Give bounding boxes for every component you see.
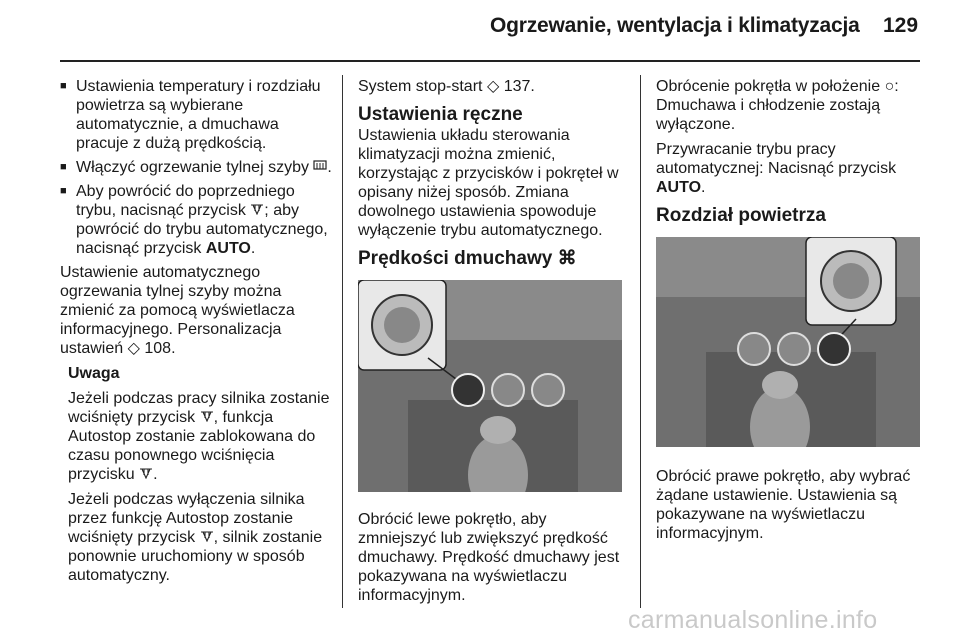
heading-manual: Ustawienia ręczne (358, 104, 523, 125)
column-divider-2 (640, 75, 641, 608)
page-number: 129 (883, 14, 919, 37)
paragraph: Ustawienie automatycznego ogrzewania tylnej szyby można zmienić za pomocą wyświetlacza informacyjnego. Personalizacja ustawień ◇ 108. (60, 264, 295, 357)
fan-knob-figure (358, 280, 622, 492)
fan-icon: ⌘ (557, 248, 577, 269)
ac-icon (139, 465, 153, 484)
paragraph: Ustawienia układu sterowania klimatyzacji można zmienić, korzystając z przycisków i pokręteł w opisany niżej sposób. Zmiana dowolnego ustawienia spowoduje wyłączenie trybu automatycznego. (358, 127, 619, 239)
note-paragraph: Jeżeli podczas wyłączenia silnika przez funkcję Autostop zostanie wciśnięty przycisk , silnik zostanie ponownie uruchomiony w sposób automatyczny. (68, 491, 323, 584)
page-header-title: Ogrzewanie, wentylacja i klimatyzacja (490, 14, 860, 37)
heading-distribution: Rozdział powietrza (656, 205, 826, 226)
paragraph: Obrócić lewe pokrętło, aby zmniejszyć lub zwiększyć prędkość dmuchawy. Prędkość dmuchawy jest pokazywana na wyświetlaczu informacyjnym. (358, 511, 620, 604)
paragraph: Obrócenie pokrętła w położenie ○: Dmuchawa i chłodzenie zostają wyłączone. (656, 78, 899, 133)
ref-paragraph: System stop-start ◇ 137. (358, 78, 535, 95)
column-divider-1 (342, 75, 343, 608)
distribution-knob-figure (656, 237, 920, 447)
column-1 (60, 77, 335, 591)
column-2 (358, 77, 628, 611)
heading-fan: Prędkości dmuchawy ⌘ (358, 248, 577, 269)
auto-label: AUTO (205, 240, 251, 257)
bullet-text: Ustawienia temperatury i rozdziału powietrza są wybierane automatycznie, a dmuchawa pracuje z dużą prędkością. (76, 78, 321, 152)
paragraph: Obrócić prawe pokrętło, aby wybrać żądane ustawienie. Ustawienia są pokazywane na wyświetlaczu informacyjnym. (656, 468, 911, 542)
column-3 (656, 77, 926, 549)
auto-label: AUTO (656, 179, 702, 196)
ac-icon (200, 528, 214, 547)
bullet-text: Aby powrócić do poprzedniego trybu, nacisnąć przycisk (76, 183, 295, 219)
bullet-text: Włączyć ogrzewanie tylnej szyby (76, 159, 309, 176)
list-item: ■ Ustawienia temperatury i rozdziału powietrza są wybierane automatycznie, a dmuchawa pracuje z dużą prędkością. (60, 77, 335, 153)
ac-icon (200, 408, 214, 427)
list-item: ■ Aby powrócić do poprzedniego trybu, nacisnąć przycisk ; aby powrócić do trybu automatycznego, nacisnąć przycisk AUTO. (60, 183, 328, 257)
note-title: Uwaga (68, 365, 120, 382)
watermark: carmanualsonline.info (628, 606, 878, 634)
ac-icon (250, 201, 264, 220)
note-paragraph: Jeżeli podczas pracy silnika zostanie wciśnięty przycisk , funkcja Autostop zostanie zablokowana do czasu ponownego wciśnięcia przycisku . (68, 390, 330, 483)
header-rule (60, 60, 920, 62)
paragraph: Przywracanie trybu pracy automatycznej: Nacisnąć przycisk AUTO. (656, 141, 897, 196)
list-item: ■ Włączyć ogrzewanie tylnej szyby . (60, 159, 332, 176)
ref-arrow-icon: ◇ (486, 78, 500, 95)
ref-arrow-icon: ◇ (127, 340, 140, 357)
rear-window-heat-icon (313, 158, 327, 177)
off-icon: ○ (884, 78, 895, 95)
note-block (68, 364, 335, 585)
